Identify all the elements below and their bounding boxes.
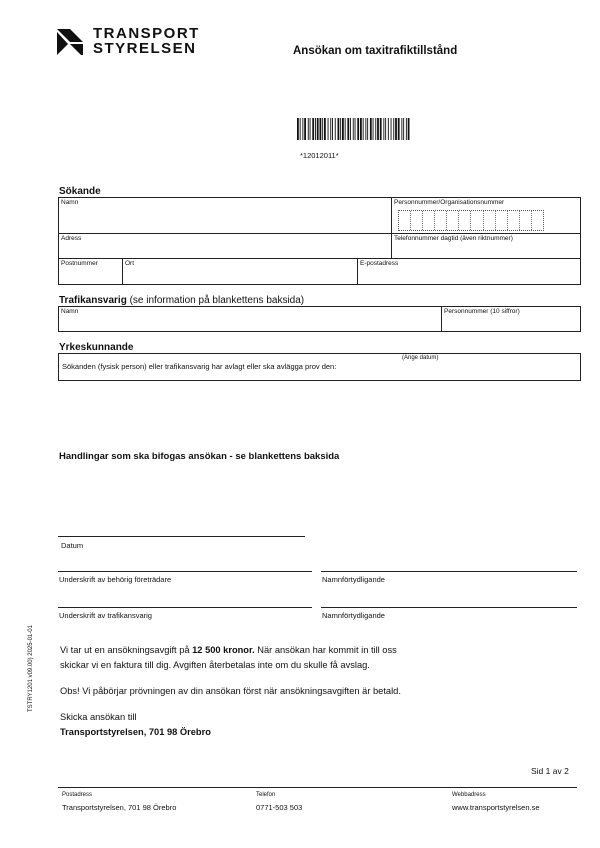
- footer-webb[interactable]: www.transportstyrelsen.se: [452, 803, 540, 812]
- footer-telefon: 0771-503 503: [256, 803, 303, 812]
- barcode-text: *12012011*: [300, 151, 339, 160]
- footer-webb-label: Webbadress: [452, 792, 486, 798]
- yrkeskunnande-statement: Sökanden (fysisk person) eller trafikansvarig har avlagt eller ska avlägga prov den:: [62, 362, 337, 371]
- sokande-telefon-field[interactable]: [391, 233, 580, 258]
- form-version-code: TSTRY1201 v09.00) 2025-01-01: [28, 625, 34, 712]
- sokande-epost-field[interactable]: [357, 258, 580, 284]
- trafikansvarig-personnummer-field[interactable]: [441, 306, 580, 331]
- section-title-handlingar: Handlingar som ska bifogas ansökan - se blankettens baksida: [59, 451, 340, 462]
- logo-text: [93, 26, 200, 56]
- page-number: Sid 1 av 2: [531, 766, 569, 776]
- footer-postadress-label: Postadress: [62, 792, 93, 798]
- namnfortydligande1-label: Namnförtydligande: [322, 575, 385, 584]
- sokande-personnummer-label: Personnummer/Organisationsnummer: [394, 199, 505, 206]
- trafikansvarig-note: (se information på blankettens baksida): [129, 295, 305, 306]
- sokande-namn-field[interactable]: [58, 197, 391, 233]
- sokande-adress-label: Adress: [61, 235, 82, 242]
- fee-info-line1: Vi tar ut en ansökningsavgift på 12 500 kronor. När ansökan har kommit in till oss: [60, 645, 397, 655]
- sokande-ort-field[interactable]: [122, 258, 357, 284]
- namnfortydligande2-line[interactable]: [321, 607, 577, 608]
- send-to-address: Transportstyrelsen, 701 98 Örebro: [60, 727, 211, 737]
- section-title-trafikansvarig: [59, 295, 304, 306]
- footer-divider: [58, 787, 577, 788]
- yrkeskunnande-date-input[interactable]: [400, 362, 570, 374]
- transportstyrelsen-logo-icon: [57, 29, 83, 55]
- obs-info: Obs! Vi påbörjar prövningen av din ansökan först när ansökningsavgiften är betald.: [60, 686, 401, 696]
- footer-postadress: Transportstyrelsen, 701 98 Örebro: [62, 803, 177, 812]
- fee-info: [60, 643, 540, 673]
- barcode: [297, 118, 461, 140]
- sign-trafikansvarig-line[interactable]: [58, 607, 312, 608]
- namnfortydligande1-line[interactable]: [321, 571, 577, 572]
- sokande-adress-field[interactable]: [58, 233, 391, 258]
- logo-line-1: TRANSPORT: [93, 25, 200, 42]
- sokande-ort-label: Ort: [125, 260, 135, 267]
- sign-foretradare-label: Underskrift av behörig företrädare: [59, 575, 172, 584]
- form-title: Ansökan om taxitrafiktillstånd: [293, 45, 458, 57]
- sokande-namn-label: Namn: [61, 199, 79, 206]
- personnummer-digit-boxes[interactable]: [398, 210, 544, 231]
- section-title-sokande: Sökande: [59, 186, 101, 197]
- sokande-telefon-label: Telefonnummer dagtid (även riktnummer): [394, 235, 513, 242]
- sign-foretradare-line[interactable]: [58, 571, 312, 572]
- datum-line[interactable]: [58, 536, 305, 537]
- trafikansvarig-title: Trafikansvarig: [59, 295, 127, 306]
- sokande-postnummer-field[interactable]: [58, 258, 122, 284]
- fee-info-line2: skickar vi en faktura till dig. Avgiften återbetalas inte om du skulle få avslag.: [60, 660, 370, 670]
- sign-trafikansvarig-label: Underskrift av trafikansvarig: [59, 611, 152, 620]
- datum-label: Datum: [61, 541, 84, 550]
- namnfortydligande2-label: Namnförtydligande: [322, 611, 385, 620]
- send-to-label: Skicka ansökan till: [60, 712, 137, 722]
- trafikansvarig-namn-field[interactable]: [58, 306, 441, 331]
- sokande-postnummer-label: Postnummer: [61, 260, 98, 267]
- trafikansvarig-namn-label: Namn: [61, 308, 79, 315]
- trafikansvarig-personnummer-label: Personnummer (10 siffror): [444, 308, 520, 315]
- sokande-epost-label: E-postadress: [360, 260, 399, 267]
- footer-telefon-label: Telefon: [256, 792, 276, 798]
- section-title-yrkeskunnande: Yrkeskunnande: [59, 342, 134, 353]
- yrkeskunnande-date-hint: (Ange datum): [402, 355, 439, 361]
- logo-line-2: STYRELSEN: [93, 40, 197, 57]
- fee-amount: 12 500 kronor.: [192, 645, 255, 655]
